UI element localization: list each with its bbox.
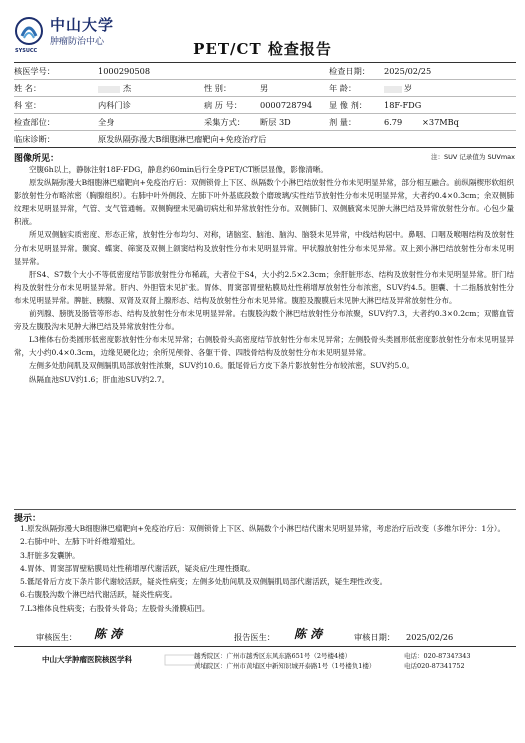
label-age: 年 龄： bbox=[329, 83, 357, 93]
findings-paragraph: 左侧多处肋间肌及双侧膈肌局部放射性浓聚，SUV约10.6。骶尾骨后方皮下条片影放射性分布较浓密，SUV约5.0。 bbox=[29, 361, 414, 371]
signature-row bbox=[14, 628, 516, 647]
logo-abbreviation: SYSUCC bbox=[15, 48, 38, 54]
footer-address-huangpu: 黄埔院区：广州市黄埔区中新知识城开泰路1号（1号楼负1楼） bbox=[194, 662, 376, 670]
value-sex: 男 bbox=[260, 83, 269, 93]
value-dose: 6.79 bbox=[384, 117, 403, 127]
label-exam-date: 检查日期： bbox=[329, 66, 370, 76]
reporter-signature: 陈 涛 bbox=[294, 627, 323, 641]
info-row bbox=[14, 97, 516, 114]
value-diagnosis: 原发纵隔弥漫大B细胞淋巴瘤靶向+免疫治疗后 bbox=[98, 134, 267, 144]
reviewer-signature: 陈 涛 bbox=[94, 627, 123, 641]
footer-phone-huangpu: 电话020-87341752 bbox=[404, 662, 465, 670]
impression-list bbox=[20, 522, 512, 615]
footer-address bbox=[194, 651, 375, 671]
label-name: 姓 名： bbox=[14, 83, 42, 93]
report-footer bbox=[14, 648, 516, 680]
value-nuclear-id: 1000290508 bbox=[98, 66, 151, 76]
value-name: 杰 bbox=[98, 83, 138, 94]
findings-paragraph: 空腹6h以上，静脉注射18F-FDG，静息约60min后行全身PET/CT断层显像，影像清晰。 bbox=[29, 165, 328, 174]
impression-item: 5.骶尾骨后方皮下条片影代谢较活跃，疑炎性病变；左侧多处肋间肌及双侧膈肌局部代谢活跃，疑生理性改变。 bbox=[20, 577, 388, 587]
footer-phone-yuexiu: 电话：020-8734?343 bbox=[404, 652, 471, 660]
logo-university-name: 中山大学 bbox=[50, 16, 115, 34]
value-acquisition: 断层 3D bbox=[260, 117, 291, 127]
value-age: 岁 bbox=[384, 83, 412, 94]
value-exam-date: 2025/02/25 bbox=[384, 66, 432, 76]
label-record-no: 病 历 号： bbox=[204, 100, 242, 110]
reviewer-label: 审核医生： bbox=[36, 632, 77, 642]
findings-paragraph: 所见双侧脑实质密度、形态正常，放射性分布均匀、对称，诸脑室、脑池、脑沟、脑裂未见异常，中线结构居中。鼻咽、口咽及喉咽结构及放射性分布未见明显异常。颞窝、蝶窦、筛窦及双侧上颌窦结构及放射性分布未见明显异常。甲状腺放射性分布未见异常。双上颈小淋巴结放射性分布未见明显异常。 bbox=[14, 230, 514, 266]
label-nuclear-id: 核医学号： bbox=[14, 66, 55, 76]
footer-phone bbox=[404, 651, 471, 671]
findings-paragraph: L3椎体右份类圆形低密度影放射性分布未见异常；右侧股骨头高密度结节放射性分布未见异常；左侧股骨头类圆形低密度影放射性分布未见明显异常，大小约0.4×0.3cm，边缘见硬化边；余所见颅骨、各躯干骨、四肢骨结构及放射性分布未见明显异常。 bbox=[14, 335, 514, 358]
findings-title: 图像所见： bbox=[14, 154, 60, 164]
label-exam-site: 检查部位： bbox=[14, 117, 55, 127]
impression-item: 2.右肺中叶、左肺下叶纤维增殖灶。 bbox=[20, 537, 140, 547]
findings-paragraph: 前列腺、膀胱及肠管等形态、结构及放射性分布未见明显异常。右腹股沟数个淋巴结放射性分布浓聚，SUV约7.3，大者约0.3×0.2cm；双髂血管旁及左腹股沟未见肿大淋巴结及异常放射性分布。 bbox=[14, 309, 514, 332]
label-department: 科 室： bbox=[14, 100, 42, 110]
value-tracer: 18F-FDG bbox=[384, 100, 422, 110]
suv-note: 注：SUV 记录值为 SUVmax bbox=[431, 153, 515, 161]
findings-paragraph: 纵隔血池SUV约1.6；肝血池SUV约2.7。 bbox=[29, 374, 170, 384]
findings-body bbox=[14, 163, 514, 386]
value-record-no: 0000728794 bbox=[260, 100, 313, 110]
label-dose: 剂 量： bbox=[329, 117, 357, 127]
report-header bbox=[0, 0, 525, 62]
review-date-value: 2025/02/26 bbox=[406, 632, 454, 642]
info-row bbox=[14, 114, 516, 131]
value-department: 内科门诊 bbox=[98, 100, 131, 110]
review-date-label: 审核日期： bbox=[354, 632, 395, 642]
report-title: PET/CT 检查报告 bbox=[193, 40, 332, 58]
impression-title: 提示： bbox=[14, 514, 42, 524]
footer-hospital-name: 中山大学肿瘤医院核医学科 bbox=[42, 655, 132, 664]
impression-item: 6.右腹股沟数个淋巴结代谢活跃，疑炎性病变。 bbox=[20, 590, 178, 600]
label-tracer: 显 像 剂： bbox=[329, 100, 367, 110]
info-row bbox=[14, 80, 516, 97]
label-diagnosis: 临床诊断： bbox=[14, 134, 55, 144]
impression-item: 4.胃体、胃窦部胃壁粘膜局灶性稍增厚代谢活跃，疑炎症/生理性摄取。 bbox=[20, 563, 255, 573]
patient-info-table bbox=[14, 62, 516, 148]
impression-item: 3.肝脏多发囊肿。 bbox=[20, 550, 80, 560]
info-row bbox=[14, 131, 516, 148]
findings-paragraph: 肝S4、S7数个大小不等低密度结节影放射性分布稀疏，大者位于S4，大小约2.5×2.3cm；余肝脏形态、结构及放射性分布未见明显异常。肝门结构及放射性分布未见明显异常。肝内、外胆管未见扩张。胃体、胃窦部胃壁粘膜局灶性稍增厚放射性分布浓密，SUV约4.5。胆囊、十二指肠放射性分布未见明显异常。脾脏、胰腺、双肾及双肾上腺形态、结构及放射性分布未见异常。腹腔及腹膜后未见肿大淋巴结及异常放射性分布。 bbox=[14, 269, 514, 305]
impression-item: 1.原发纵隔弥漫大B细胞淋巴瘤靶向+免疫治疗后：双侧锁骨上下区、纵隔数个小淋巴结代谢未见明显异常，考虑治疗后改变（多维尔评分：1分）。 bbox=[20, 524, 505, 533]
impression-item: 7.L3椎体良性病变；右股骨头骨岛；左股骨头滑膜疝凹。 bbox=[20, 603, 210, 613]
reporter-label: 报告医生： bbox=[234, 632, 275, 642]
label-sex: 性 别： bbox=[204, 83, 232, 93]
value-exam-site: 全身 bbox=[98, 117, 115, 127]
label-acquisition: 采集方式： bbox=[204, 117, 245, 127]
value-dose-unit: ×37MBq bbox=[422, 117, 459, 127]
logo-center-name: 肿瘤防治中心 bbox=[50, 37, 105, 47]
findings-paragraph: 原发纵隔弥漫大B细胞淋巴瘤靶向+免疫治疗后：双侧锁骨上下区、纵隔数个小淋巴结放射性分布未见明显异常，部分相互融合。前纵隔楔形软组织影放射性分布略浓密（胸腺组织）。右肺中叶外侧段、左肺下叶外基底段数个磨玻璃/实性结节放射性分布未见明显异常，大者约0.4×0.3cm；余双侧肺纹理未见明显异常，气管、支气管通畅。双侧胸壁未见确切病灶和异常放射性分布。双侧肺门、双侧腋窝未见肿大淋巴结及异常放射性分布。心包少量积液。 bbox=[14, 178, 514, 227]
info-row bbox=[14, 62, 516, 80]
footer-address-yuexiu: 越秀院区：广州市越秀区东风东路651号（2号楼4楼） bbox=[194, 652, 352, 660]
